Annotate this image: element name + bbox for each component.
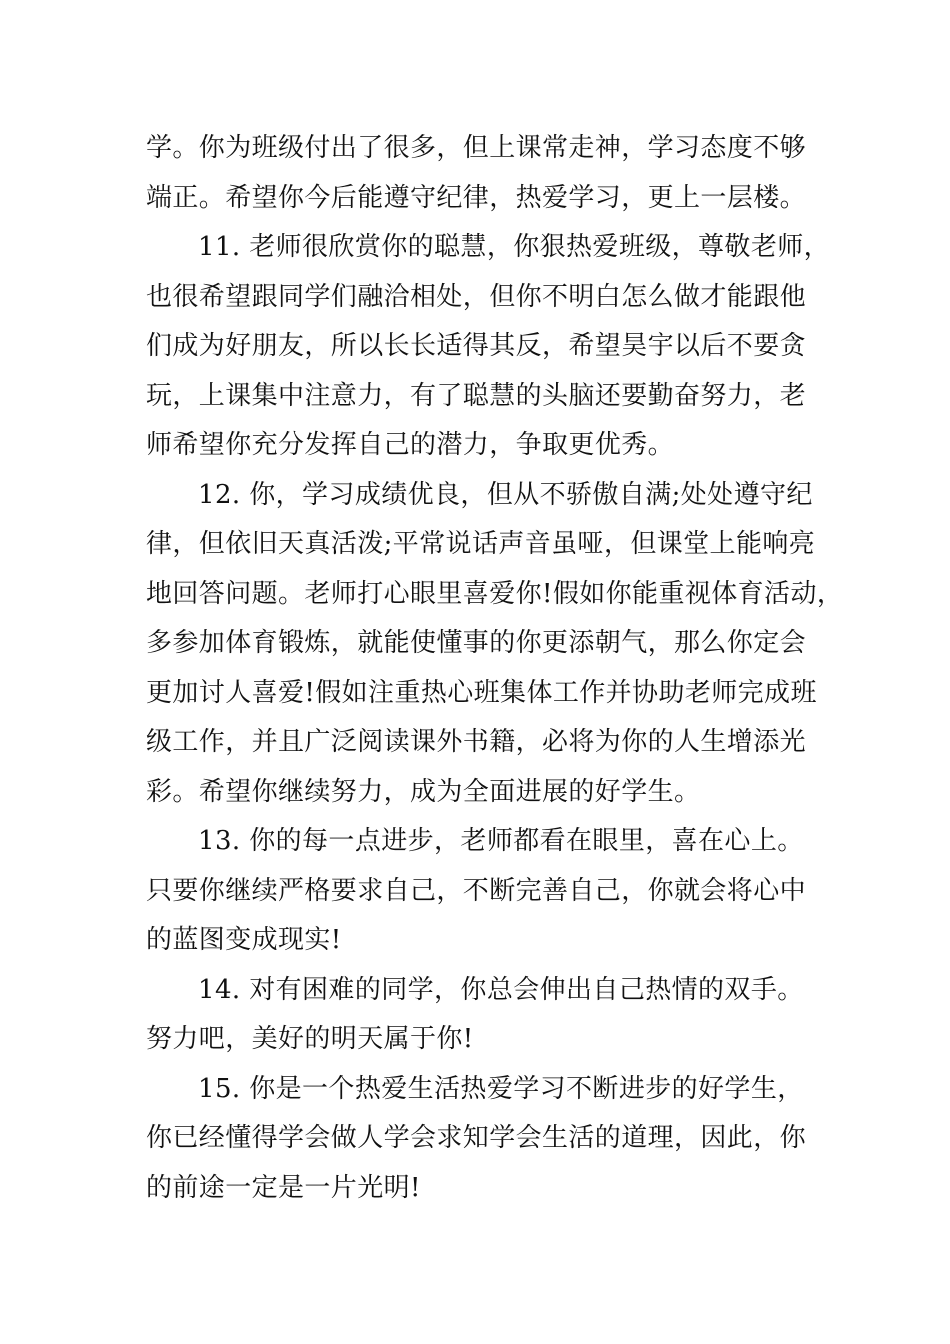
paragraph-line: 级工作，并且广泛阅读课外书籍，必将为你的人生增添光 [146,727,807,757]
document-body [146,124,844,1213]
paragraph-line: 多参加体育锻炼，就能使懂事的你更添朝气，那么你定会 [146,628,807,658]
paragraph-line: 你已经懂得学会做人学会求知学会生活的道理，因此，你 [146,1123,807,1153]
paragraph-line: 努力吧，美好的明天属于你! [146,1024,474,1054]
paragraph-line: 更加讨人喜爱!假如注重热心班集体工作并协助老师完成班 [146,677,817,708]
paragraph-line: 11. 老师很欣赏你的聪慧，你狠热爱班级，尊敬老师， [198,232,831,262]
paragraph-line: 地回答问题。老师打心眼里喜爱你!假如你能重视体育活动， [146,578,844,609]
paragraph-line: 也很希望跟同学们融洽相处，但你不明白怎么做才能跟他 [146,281,807,312]
paragraph-line: 彩。希望你继续努力，成为全面进展的好学生。 [146,776,701,807]
paragraph-line: 们成为好朋友，所以长长适得其反，希望昊宇以后不要贪 [146,331,807,361]
paragraph-line: 的蓝图变成现实! [146,925,342,955]
paragraph-line: 师希望你充分发挥自己的潜力，争取更优秀。 [146,430,675,460]
paragraph-line: 学。你为班级付出了很多，但上课常走神，学习态度不够 [146,133,807,163]
paragraph-line: 只要你继续严格要求自己，不断完善自己，你就会将心中 [146,875,807,906]
paragraph-line: 端正。希望你今后能遵守纪律，热爱学习，更上一层楼。 [146,182,807,213]
paragraph-line: 律，但依旧天真活泼;平常说话声音虽哑，但课堂上能响亮 [146,529,816,559]
paragraph-line: 玩，上课集中注意力，有了聪慧的头脑还要勤奋努力，老 [146,380,807,411]
paragraph-line: 12. 你，学习成绩优良，但从不骄傲自满;处处遵守纪 [198,479,813,510]
paragraph-line: 13. 你的每一点进步，老师都看在眼里，喜在心上。 [198,826,804,856]
paragraph-line: 的前途一定是一片光明! [146,1172,421,1203]
paragraph-line: 15. 你是一个热爱生活热爱学习不断进步的好学生， [198,1073,804,1104]
paragraph-line: 14. 对有困难的同学，你总会伸出自己热情的双手。 [198,974,804,1005]
